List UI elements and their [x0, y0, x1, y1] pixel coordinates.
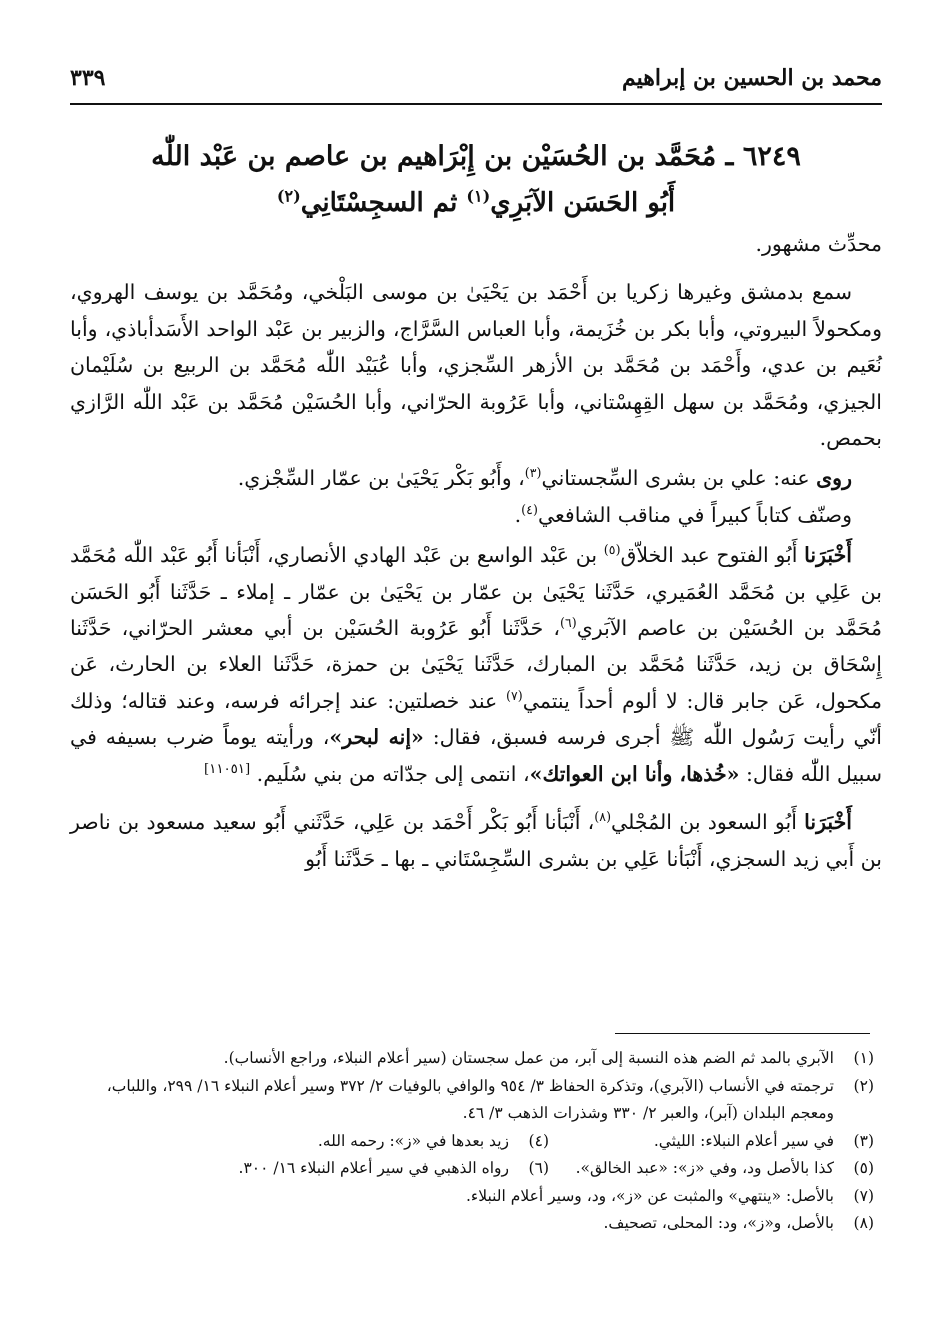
footnote-ref[interactable]: (١): [466, 186, 491, 206]
entry-title: [70, 134, 882, 226]
footnotes-3-4: [60, 1128, 874, 1156]
entry-title-line1: ٦٢٤٩ ـ مُحَمَّد بن الحُسَيْن بن إِبْرَاهيم بن عاصم بن عَبْد اللّٰه: [151, 141, 801, 172]
paragraph-hadith-1: أَخْبَرَنا أَبُو الفتوح عبد الخلاّق$^{(٥)}$ بن عَبْد الواسع بن عَبْد الهادي الأنصاري، أَنْبَأنا أَبُو عَبْد اللّٰه مُحَمَّد بن عَلِي بن مُحَمَّد العُمَيري، حَدَّثَنا يَحْيَىٰ بن عمّار بن يَحْيَىٰ بن عمّار ـ إملاء ـ حَدَّثَنا أَبُو الحَسَن مُحَمَّد بن الحُسَيْن بن عاصم الآبَري$^{(٦)}$، حَدَّثَنا أَبُو عَرُوبة الحُسَيْن بن أبي معشر الحرّاني، حَدَّثَنا إِسْحَاق بن زيد، حَدَّثَنا مُحَمَّد بن المبارك، حَدَّثَنا يَحْيَىٰ بن حمزة، حَدَّثَنا العلاء بن الحارث، عَن مكحول، عَن جابر قال: لا ألوم أحداً ينتمي$^{(٧)}$ عند خصلتين: عند إجرائه فرسه، وعند قتاله؛ وذلك أنّي رأيت رَسُول اللّٰه ﷺ أجرى فرسه فسبق، فقال: «إنه لبحر»، ورأيته يوماً ضرب بسيفه في سبيل اللّٰه فقال: «خُذها، وأنا ابن العواتك»، انتمى إلى جدّاته من بني سُلَيم. [١١٠٥١]: [70, 542, 882, 786]
paragraph-teachers: سمع بدمشق وغيرها زكريا بن أَحْمَد بن يَحْيَىٰ بن موسى البَلْخي، ومُحَمَّد بن يوسف الهروي، ومكحولاً البيروتي، وأبا بكر بن خُزَيمة، وأبا العباس السَّرَّاج، والزبير بن عَبْد الواحد الأَسَدأباذي، وأبا نُعَيم بن عدي، وأَحْمَد بن مُحَمَّد بن الأزهر السِّجزي، وأبا عُبَيْد اللّٰه مُحَمَّد بن الربيع بن سُلَيْمان الجيزي، ومُحَمَّد بن سهل القِهِسْتاني، وأبا عَرُوبة الحرّاني، وأبا الحُسَيْن مُحَمَّد بن عَبْد اللّٰه الرَّازي بحمص.: [70, 280, 882, 451]
entry-title-line2: أَبُو الحَسَن الآبَرِي$^{(١)}$ ثم السجِسْتَانِي$^{(٢)}$: [276, 186, 676, 218]
footnote-ref[interactable]: (٦): [560, 615, 577, 631]
header-title: محمد بن الحسين بن إبراهيم: [621, 65, 882, 91]
footnote-ref[interactable]: (٧): [506, 688, 523, 704]
footnote-ref[interactable]: (٨): [594, 809, 612, 825]
main-text: [70, 134, 882, 877]
paragraph-works: وصنّف كتاباً كبيراً في مناقب الشافعي$^{(٤)}$.: [514, 502, 852, 527]
paragraph-narrators: روى عنه: علي بن بشرى السِّجستاني$^{(٣)}$، وأَبُو بَكْر يَحْيَىٰ بن عمّار السِّجْزي.: [237, 465, 852, 491]
footnote-8: (٨) بالأصل، و«ز»، ود: المحلى، تصحيف.: [603, 1214, 874, 1232]
footnote-2: (٢) ترجمته في الأنساب (الآبري)، وتذكرة الحفاظ ٣/ ٩٥٤ والوافي بالوفيات ٢/ ٣٧٢ وسير أعلام النبلاء ١٦/ ٢٩٩، واللباب، ومعجم البلدان (آبر)، والعبر ٢/ ٣٣٠ وشذرات الذهب ٣/ ٤٦.: [106, 1076, 874, 1122]
footnote-rule: [615, 1033, 870, 1034]
hadith-number: [١١٠٥١]: [203, 761, 251, 777]
footnote-7: (٧) بالأصل: «ينتهي» والمثبت عن «ز»، ود، وسير أعلام النبلاء.: [465, 1186, 874, 1205]
paragraph-hadith-2: أَخْبَرَنا أَبُو السعود بن المُجْلي$^{(٨)}$، أَنْبَأنا أَبُو بَكْر أَحْمَد بن عَلِي، حَدَّثَني أَبُو سعيد مسعود بن ناصر بن أَبي زيد السجزي، أَنْبَأنا عَلِي بن بشرى السِّجِسْتَاني ـ بها ـ حَدَّثَنا أَبُو: [70, 809, 882, 871]
running-header: [70, 58, 882, 98]
header-rule: [70, 103, 882, 105]
footnote-4: (٤) زيد بعدها في «ز»: رحمه الله.: [317, 1131, 549, 1150]
footnote-ref[interactable]: (٣): [524, 465, 542, 481]
paragraph-intro: محدِّث مشهور.: [755, 232, 882, 256]
page-number: ٣٣٩: [70, 65, 106, 91]
footnotes-5-6: [60, 1155, 874, 1183]
footnote-5: (٥) كذا بالأصل ود، وفي «ز»: «عبد الخالق».: [575, 1159, 874, 1177]
footnote-ref[interactable]: (٤): [521, 502, 538, 518]
footnote-ref[interactable]: (٥): [603, 542, 621, 558]
footnote-ref[interactable]: (٢): [276, 186, 301, 206]
footnote-1: (١) الآبري بالمد ثم الضم هذه النسبة إلى آبر، من عمل سجستان (سير أعلام النبلاء، وراجع الأنساب).: [223, 1049, 874, 1067]
footnotes: [60, 1045, 874, 1238]
footnote-3: (٣) في سير أعلام النبلاء: الليثي.: [653, 1131, 874, 1150]
footnote-6: (٦) رواه الذهبي في سير أعلام النبلاء ١٦/ ٣٠٠.: [238, 1159, 549, 1177]
